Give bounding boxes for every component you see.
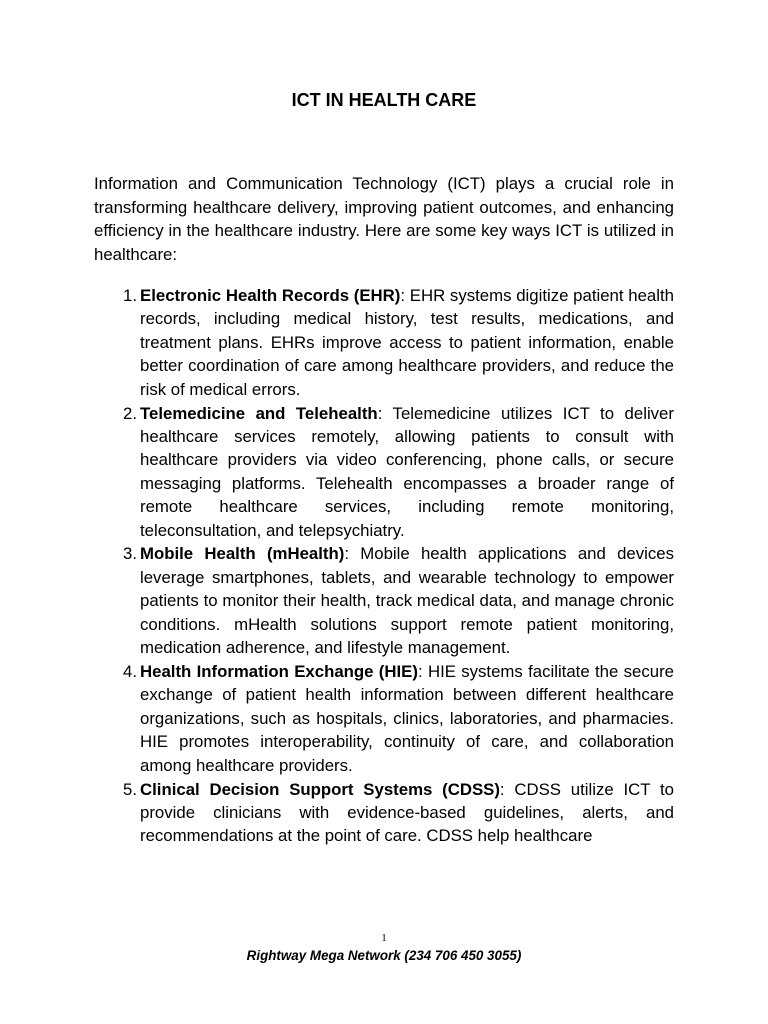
page-title: ICT IN HEALTH CARE [291, 90, 477, 110]
ict-uses-list [123, 284, 675, 848]
list-item-text: : HIE systems facilitate the secure exchange of patient health information between different healthcare organizations, such as hospitals, clinics, laboratories, and pharmacies. HIE promotes interoperability, continuity of care, and collaboration among healthcare providers. [140, 662, 674, 775]
list-item-heading: Health Information Exchange (HIE) [140, 662, 418, 681]
list-item [123, 660, 674, 777]
list-item [123, 402, 674, 542]
list-item-text: : EHR systems digitize patient health records, including medical history, test results, medications, and treatment plans. EHRs improve access to patient information, enable better coordination of care among healthcare providers, and reduce the risk of medical errors. [140, 286, 674, 399]
list-item-number: 2. [123, 403, 137, 423]
list-item-number: 3. [123, 544, 137, 564]
list-item-text: : Mobile health applications and devices leverage smartphones, tablets, and wearable technology to empower patients to monitor their health, track medical data, and manage chronic conditions. mHealth solutions support remote patient monitoring, medication adherence, and lifestyle management. [140, 544, 675, 658]
list-item-heading: Mobile Health (mHealth) [140, 544, 345, 564]
list-item [123, 284, 674, 401]
list-item-heading: Electronic Health Records (EHR) [140, 286, 401, 305]
list-item-text: : CDSS utilize ICT to provide clinicians with evidence-based guidelines, alerts, and recommendations at the point of care. CDSS help healthcare [140, 779, 674, 846]
list-item [123, 778, 674, 848]
intro-paragraph: Information and Communication Technology (ICT) plays a crucial role in transforming healthcare delivery, improving patient outcomes, and enhancing efficiency in the healthcare industry. Here are some key ways ICT is utilized in healthcare: [94, 174, 674, 264]
list-item-heading: Clinical Decision Support Systems (CDSS) [140, 779, 500, 799]
list-item-number: 1. [123, 286, 137, 305]
list-item-heading: Telemedicine and Telehealth [140, 403, 378, 423]
list-item-text: : Telemedicine utilizes ICT to deliver healthcare services remotely, allowing patients to consult with healthcare providers via video conferencing, phone calls, or secure messaging platforms. Telehealth encompasses a broader range of remote healthcare services, including remote monitoring, teleconsultation, and telepsychiatry. [140, 403, 674, 540]
list-item-number: 5. [123, 779, 137, 799]
page-number: 1 [381, 932, 387, 944]
list-item [123, 542, 675, 659]
list-item-number: 4. [123, 662, 137, 681]
footer-text: Rightway Mega Network (234 706 450 3055) [246, 948, 522, 963]
